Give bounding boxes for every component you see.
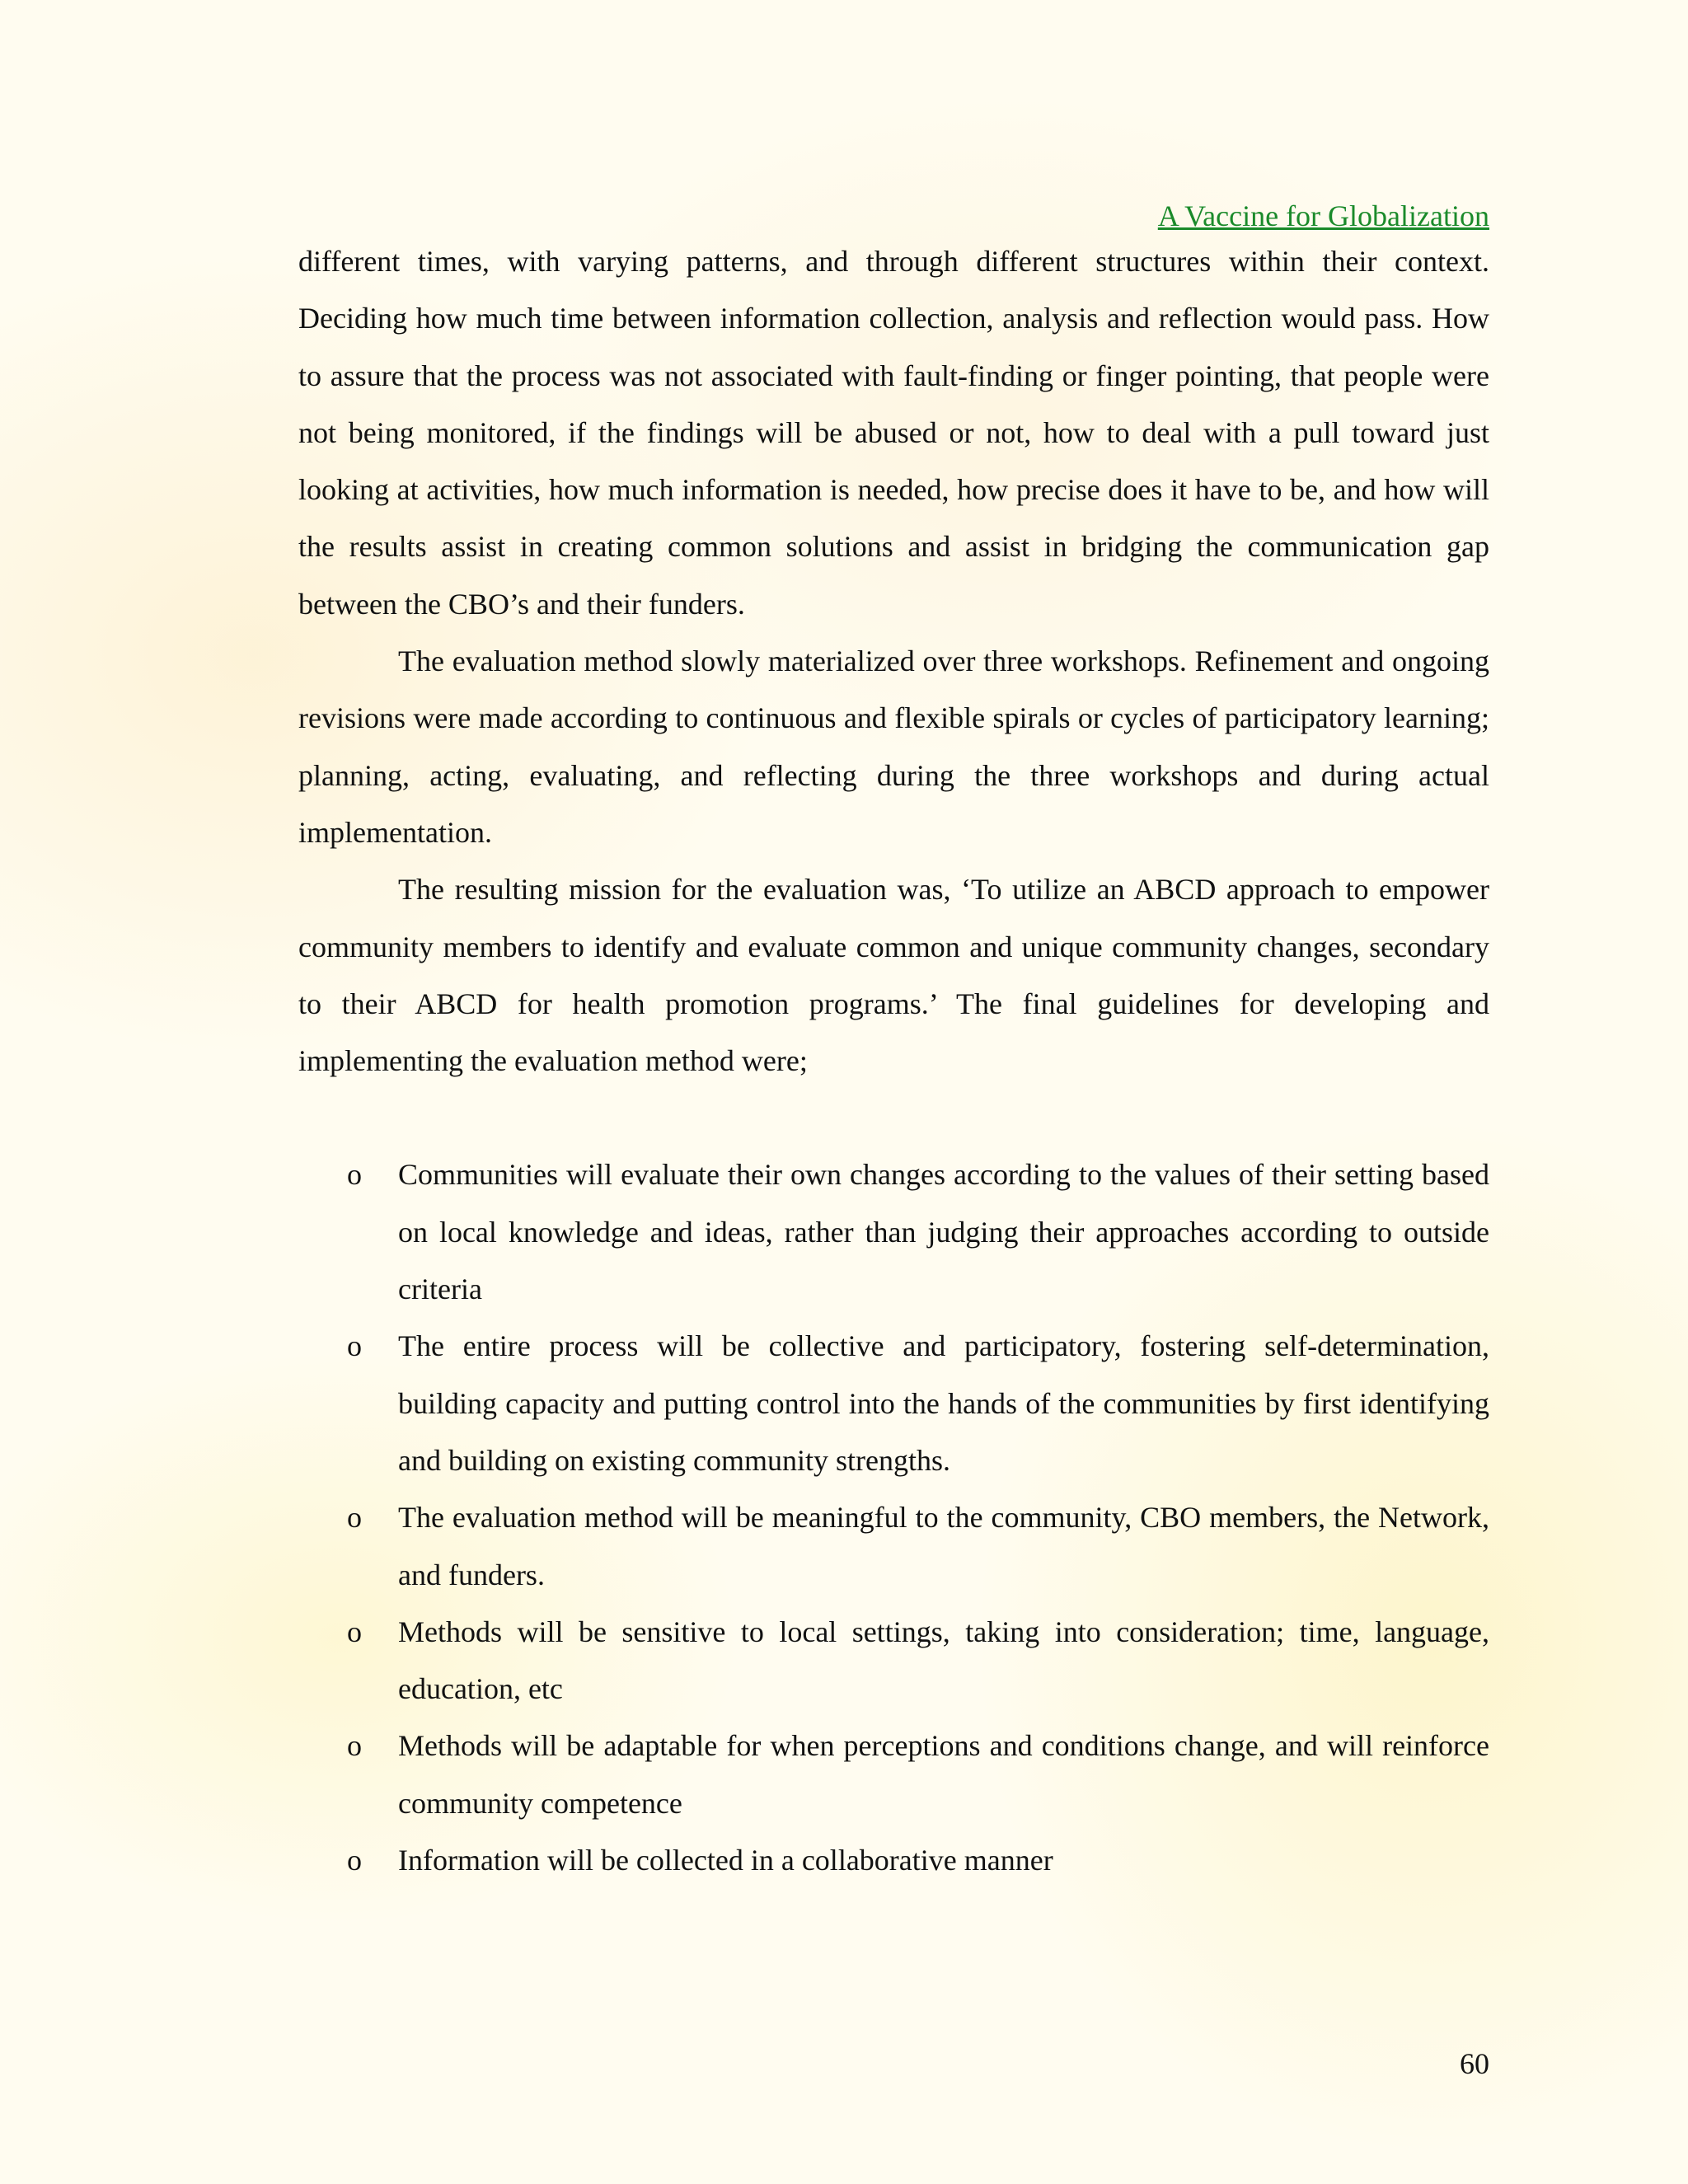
running-header: A Vaccine for Globalization: [1157, 199, 1489, 232]
paragraph-evaluation-method: The evaluation method slowly materialized over three workshops. Refinement and ongoing revisions were made according to continuous and flexible spirals or cycles of participatory learning; planning, acting, evaluating, and reflecting during the three workshops and during actual implementation.: [298, 644, 1489, 849]
spacer: [298, 1090, 1489, 1146]
body-text: [298, 233, 1489, 1889]
paragraph-mission: The resulting mission for the evaluation was, ‘To utilize an ABCD approach to empower community members to identify and evaluate common and unique community changes, secondary to their ABCD for health promotion programs.’ The final guidelines for developing and implementing the evaluation method were;: [298, 873, 1489, 1078]
bullet-icon: o: [347, 1329, 362, 1363]
bullet-icon: o: [347, 1158, 362, 1192]
list-item-text: Methods will be sensitive to local settings, taking into consideration; time, language, education, etc: [398, 1615, 1489, 1706]
list-item-text: The entire process will be collective and participatory, fostering self-determination, building capacity and putting control into the hands of the communities by first identifying and building on existing community strengths.: [398, 1329, 1489, 1477]
page-number: 60: [1460, 2047, 1489, 2080]
list-item: [298, 1146, 1489, 1318]
list-item: [298, 1318, 1489, 1489]
paragraph-continued: different times, with varying patterns, and through different structures within their context. Deciding how much time between information collection, analysis and reflection would pass. How to assure that the process was not associated with fault-finding or finger pointing, that people were not being monitored, if the findings will be abused or not, how to deal with a pull toward just looking at activities, how much information is needed, how precise does it have to be, and how will the results assist in creating common solutions and assist in bridging the communication gap between the CBO’s and their funders.: [298, 245, 1489, 621]
list-item: [298, 1489, 1489, 1604]
bullet-icon: o: [347, 1844, 362, 1877]
list-item-text: Information will be collected in a collaborative manner: [398, 1844, 1053, 1877]
list-item-text: Communities will evaluate their own changes according to the values of their setting based on local knowledge and ideas, rather than judging their approaches according to outside criteria: [398, 1158, 1489, 1306]
list-item-text: Methods will be adaptable for when perceptions and conditions change, and will reinforce community competence: [398, 1729, 1489, 1820]
bullet-icon: o: [347, 1729, 362, 1763]
list-item: [298, 1832, 1489, 1889]
list-item-text: The evaluation method will be meaningful to the community, CBO members, the Network, and funders.: [398, 1501, 1489, 1591]
bullet-icon: o: [347, 1615, 362, 1648]
guidelines-list: [298, 1146, 1489, 1889]
list-item: [298, 1718, 1489, 1832]
bullet-icon: o: [347, 1501, 362, 1535]
list-item: [298, 1604, 1489, 1718]
